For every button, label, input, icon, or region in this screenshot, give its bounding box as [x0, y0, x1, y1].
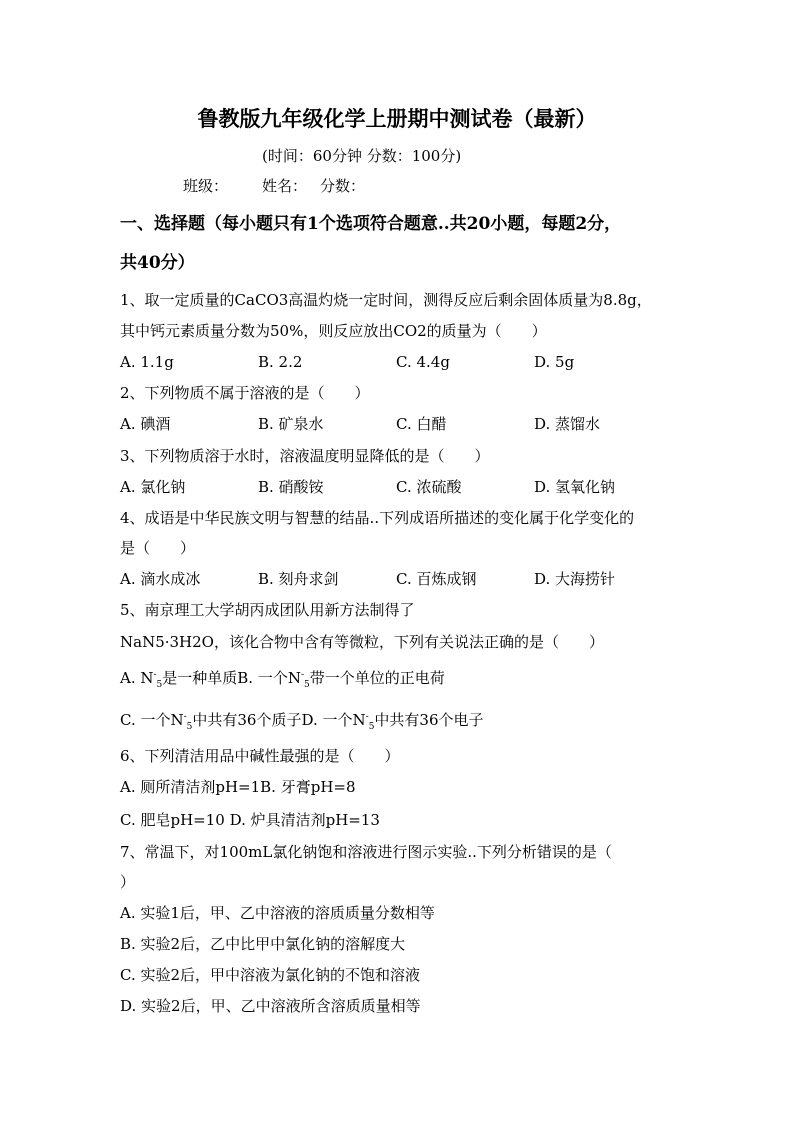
- question-5-line-2: NaN5·3H2O，该化合物中含有等微粒，下列有关说法正确的是（ ）: [120, 633, 604, 651]
- question-5-line-1: 5、南京理工大学胡丙成团队用新方法制得了: [120, 601, 415, 619]
- q6-options-cd: C. 肥皂pH=10 D. 炉具清洁剂pH=13: [120, 811, 380, 829]
- q2-option-b: B. 矿泉水: [258, 415, 324, 433]
- q1-option-b: B. 2.2: [258, 353, 303, 371]
- ion-charge: -: [153, 670, 157, 680]
- ion-charge: -: [183, 712, 187, 722]
- question-7-line-1: 7、常温下，对100mL氯化钠饱和溶液进行图示实验..下列分析错误的是（: [120, 843, 612, 861]
- question-6: 6、下列清洁用品中碱性最强的是（ ）: [120, 747, 400, 765]
- question-1-line-1: 1、取一定质量的CaCO3高温灼烧一定时间，测得反应后剩余固体质量为8.8g，: [120, 291, 652, 309]
- q4-option-a: A. 滴水成冰: [120, 570, 201, 588]
- ion-base: N: [352, 711, 366, 729]
- q7-option-d: D. 实验2后，甲、乙中溶液所含溶质质量相等: [120, 997, 421, 1015]
- q5-options-cd: [120, 710, 484, 730]
- question-7-line-2: ）: [120, 873, 136, 891]
- ion-charge: -: [300, 670, 305, 680]
- ion-base: N: [140, 669, 154, 687]
- n5-anion-formula: [353, 710, 375, 730]
- q7-option-a: A. 实验1后，甲、乙中溶液的溶质质量分数相等: [120, 904, 435, 922]
- q1-option-a: A. 1.1g: [120, 353, 174, 371]
- question-3: 3、下列物质溶于水时，溶液温度明显降低的是（ ）: [120, 447, 490, 465]
- ion-base: N: [287, 669, 301, 687]
- q4-option-c: C. 百炼成钢: [396, 570, 477, 588]
- question-4-line-2: 是（ ）: [120, 539, 196, 557]
- score-label: 分数：: [320, 177, 366, 195]
- q2-option-c: C. 白醋: [396, 415, 447, 433]
- time-score-info: (时间：60分钟 分数：100分): [262, 147, 462, 165]
- q3-option-d: D. 氢氧化钠: [534, 478, 616, 496]
- q5-option-d-text: 中共有36个电子: [374, 711, 484, 729]
- n5-anion-formula: [140, 668, 162, 688]
- q5-option-b-text: 带一个单位的正电荷: [309, 669, 445, 687]
- q3-option-c: C. 浓硫酸: [396, 478, 462, 496]
- ion-count: 5: [304, 680, 310, 690]
- class-label: 班级：: [183, 177, 229, 195]
- ion-count: 5: [156, 680, 163, 690]
- n5-anion-formula: [170, 710, 192, 730]
- q1-option-d: D. 5g: [534, 353, 575, 371]
- q1-option-c: C. 4.4g: [396, 353, 450, 371]
- name-label: 姓名：: [262, 177, 308, 195]
- q5-option-a-prefix: A.: [120, 669, 141, 687]
- question-2: 2、下列物质不属于溶液的是（ ）: [120, 384, 370, 402]
- q5-option-c-text: 中共有36个质子D. 一个: [192, 711, 353, 729]
- q5-options-ab: [120, 668, 445, 688]
- ion-base: N: [170, 711, 184, 729]
- question-4-line-1: 4、成语是中华民族文明与智慧的结晶..下列成语所描述的变化属于化学变化的: [120, 509, 635, 527]
- ion-count: 5: [186, 722, 193, 732]
- q3-option-b: B. 硝酸铵: [258, 478, 324, 496]
- q5-option-c-prefix: C. 一个: [120, 711, 171, 729]
- q2-option-d: D. 蒸馏水: [534, 415, 601, 433]
- page-title: 鲁教版九年级化学上册期中测试卷（最新）: [197, 106, 597, 131]
- q4-option-b: B. 刻舟求剑: [258, 570, 339, 588]
- q7-option-b: B. 实验2后，乙中比甲中氯化钠的溶解度大: [120, 935, 406, 953]
- q5-option-a-text: 是一种单质B. 一个: [162, 669, 288, 687]
- q6-options-ab: A. 厕所清洁剂pH=1B. 牙膏pH=8: [120, 778, 356, 796]
- q2-option-a: A. 碘酒: [120, 415, 171, 433]
- q4-option-d: D. 大海捞针: [534, 570, 616, 588]
- section-heading-cont: 共40分）: [120, 253, 195, 273]
- ion-charge: -: [365, 712, 369, 722]
- section-heading: 一、选择题（每小题只有1个选项符合题意..共20小题，每题2分，: [120, 214, 622, 234]
- n5-anion-formula: [288, 668, 310, 688]
- ion-count: 5: [368, 722, 375, 732]
- question-1-line-2: 其中钙元素质量分数为50%，则反应放出CO2的质量为（ ）: [120, 322, 547, 340]
- q3-option-a: A. 氯化钠: [120, 478, 186, 496]
- q7-option-c: C. 实验2后，甲中溶液为氯化钠的不饱和溶液: [120, 966, 421, 984]
